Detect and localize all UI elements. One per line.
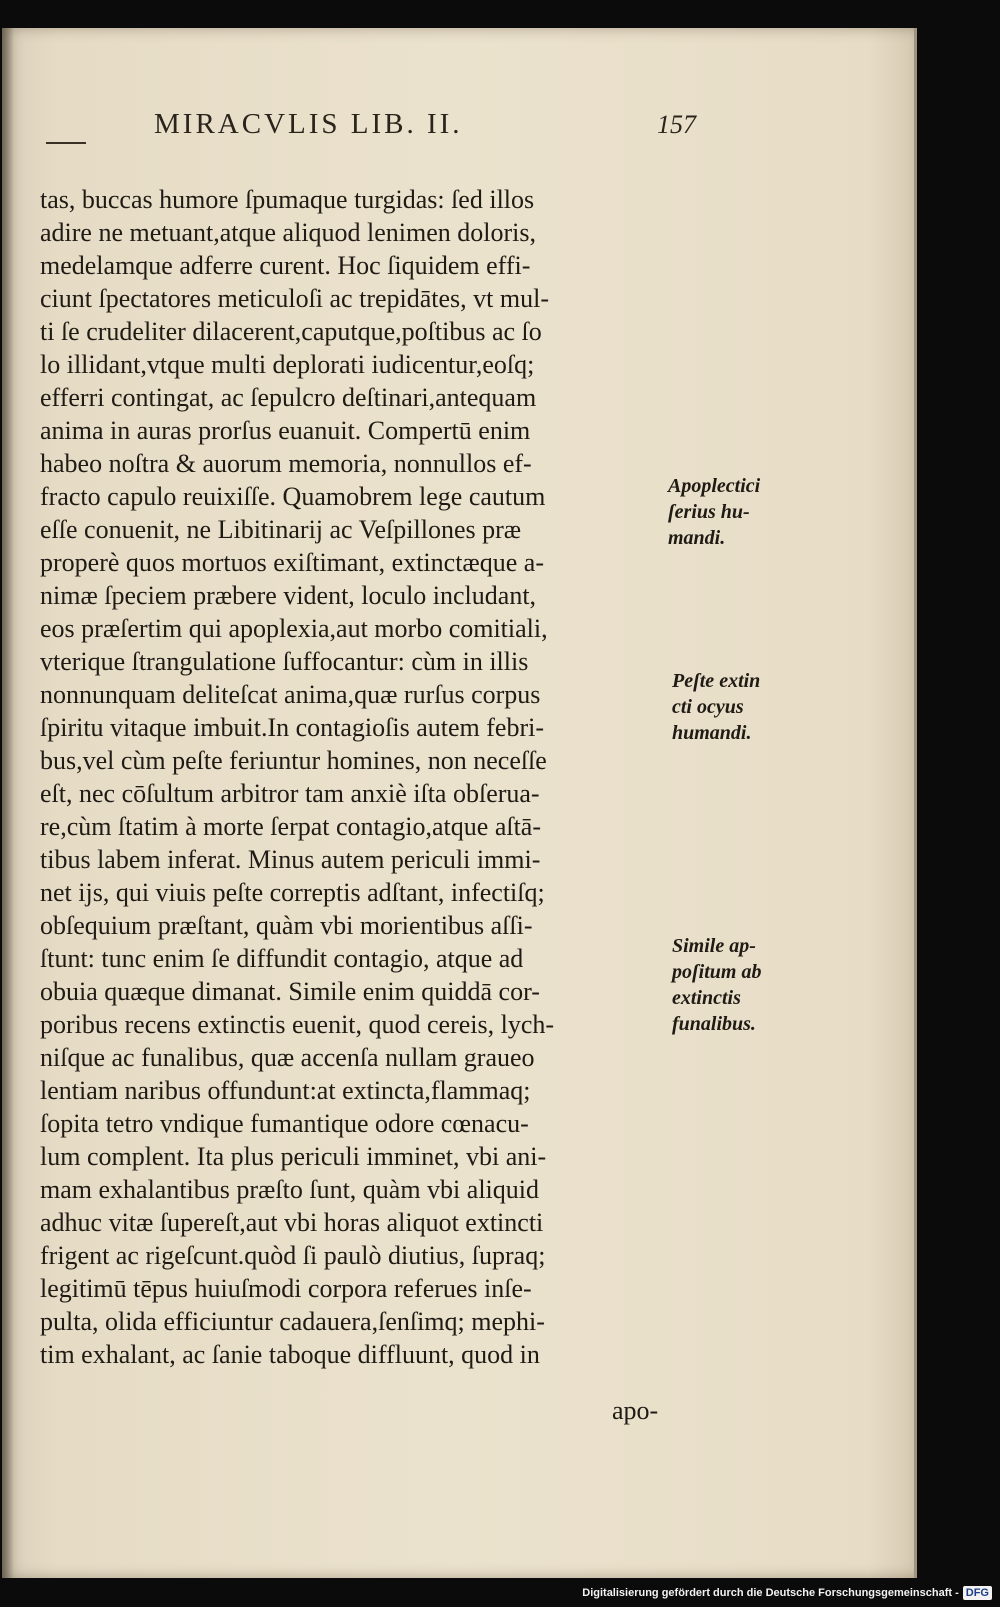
text-line: ſopita tetro vndique fumantique odore cœnacu-	[40, 1109, 529, 1138]
text-line: efferri contingat, ac ſepulcro deſtinari,antequam	[40, 383, 537, 412]
text-line: eſſe conuenit, ne Libitinarij ac Veſpillones præ	[40, 515, 522, 544]
marginal-note-peste	[672, 668, 760, 746]
text-line: vterique ſtrangulatione ſuffocantur: cùm in illis	[40, 647, 529, 676]
text-line: lentiam naribus offundunt:at extincta,flammaq;	[40, 1076, 531, 1105]
marginal-note-apoplectici	[668, 473, 760, 551]
text-line: eſt, nec cōſultum arbitror tam anxiè iſta obſerua-	[40, 779, 540, 808]
text-line: tim exhalant, ac ſanie taboque diffluunt, quod in	[40, 1340, 540, 1369]
text-line: tas, buccas humore ſpumaque turgidas: ſed illos	[40, 185, 535, 214]
catchword: apo-	[612, 1396, 659, 1425]
running-title: MIRACVLIS LIB. II.	[154, 108, 463, 140]
text-line: adire ne metuant,atque aliquod lenimen doloris,	[40, 218, 537, 247]
dfg-logo: DFG	[963, 1586, 992, 1600]
text-line: medelamque adferre curent. Hoc ſiquidem effi-	[40, 251, 531, 280]
marginal-note-line: extinctis	[672, 987, 741, 1009]
text-line: frigent ac rigeſcunt.quòd ſi paulò diutius, ſupraq;	[40, 1241, 546, 1270]
text-line: eos præſertim qui apoplexia,aut morbo comitiali,	[40, 614, 548, 643]
text-line: nonnunquam deliteſcat anima,quæ rurſus corpus	[40, 680, 541, 709]
marginal-note-line: humandi.	[672, 722, 752, 744]
text-line: tibus labem inferat. Minus autem periculi immi-	[40, 845, 541, 874]
text-line: adhuc vitæ ſupereſt,aut vbi horas aliquot extincti	[40, 1208, 544, 1237]
marginal-note-line: funalibus.	[672, 1013, 756, 1035]
text-line: obuia quæque dimanat. Simile enim quiddā cor-	[40, 977, 540, 1006]
text-line: lum complent. Ita plus periculi imminet, vbi ani-	[40, 1142, 547, 1171]
body-text	[40, 183, 678, 1371]
marginal-note-line: cti ocyus	[672, 696, 744, 718]
text-line: re,cùm ſtatim à morte ſerpat contagio,atque aſtā-	[40, 812, 542, 841]
marginal-note-line: mandi.	[668, 527, 726, 549]
text-line: ti ſe crudeliter dilacerent,caputque,poſtibus ac ſo	[40, 317, 542, 346]
text-line: bus,vel cùm peſte feriuntur homines, non neceſſe	[40, 746, 547, 775]
text-line: mam exhalantibus præſto ſunt, quàm vbi aliquid	[40, 1175, 539, 1204]
header-rule	[46, 142, 86, 144]
marginal-note-line: Peſte extin	[672, 670, 761, 692]
text-line: ciunt ſpectatores meticuloſi ac trepidātes, vt mul-	[40, 284, 549, 313]
text-line: poribus recens extinctis euenit, quod cereis, lych-	[40, 1010, 555, 1039]
running-head	[46, 108, 696, 148]
text-line: properè quos mortuos exiſtimant, extinctæque a-	[40, 548, 544, 577]
text-line: lo illidant,vtque multi deplorati iudicentur,eoſq;	[40, 350, 535, 379]
text-line: habeo noſtra & auorum memoria, nonnullos ef-	[40, 449, 532, 478]
text-line: pulta, olida efficiuntur cadauera,ſenſimq; mephi-	[40, 1307, 545, 1336]
marginal-note-line: ſerius hu-	[668, 501, 750, 523]
text-line: net ijs, qui viuis peſte correptis adſtant, infectiſq;	[40, 878, 545, 907]
text-line: anima in auras prorſus euanuit. Compertū enim	[40, 416, 531, 445]
text-line: legitimū tēpus huiuſmodi corpora referues inſe-	[40, 1274, 532, 1303]
text-line: niſque ac funalibus, quæ accenſa nullam graueo	[40, 1043, 535, 1072]
digitization-footer	[582, 1583, 992, 1603]
marginal-note-line: Apoplectici	[668, 475, 761, 497]
marginal-note-simile	[672, 933, 761, 1037]
text-line: fracto capulo reuixiſſe. Quamobrem lege cautum	[40, 482, 546, 511]
text-line: nimæ ſpeciem præbere vident, loculo includant,	[40, 581, 537, 610]
text-line: obſequium præſtant, quàm vbi morientibus aſſi-	[40, 911, 533, 940]
text-line: ſpiritu vitaque imbuit.In contagioſis autem febri-	[40, 713, 544, 742]
marginal-note-line: poſitum ab	[672, 961, 762, 983]
text-line: ſtunt: tunc enim ſe diffundit contagio, atque ad	[40, 944, 524, 973]
book-page	[2, 28, 917, 1578]
marginal-note-line: Simile ap-	[672, 935, 756, 957]
footer-credit: Digitalisierung gefördert durch die Deutsche Forschungsgemeinschaft -	[582, 1587, 959, 1599]
page-number: 157	[657, 110, 696, 139]
